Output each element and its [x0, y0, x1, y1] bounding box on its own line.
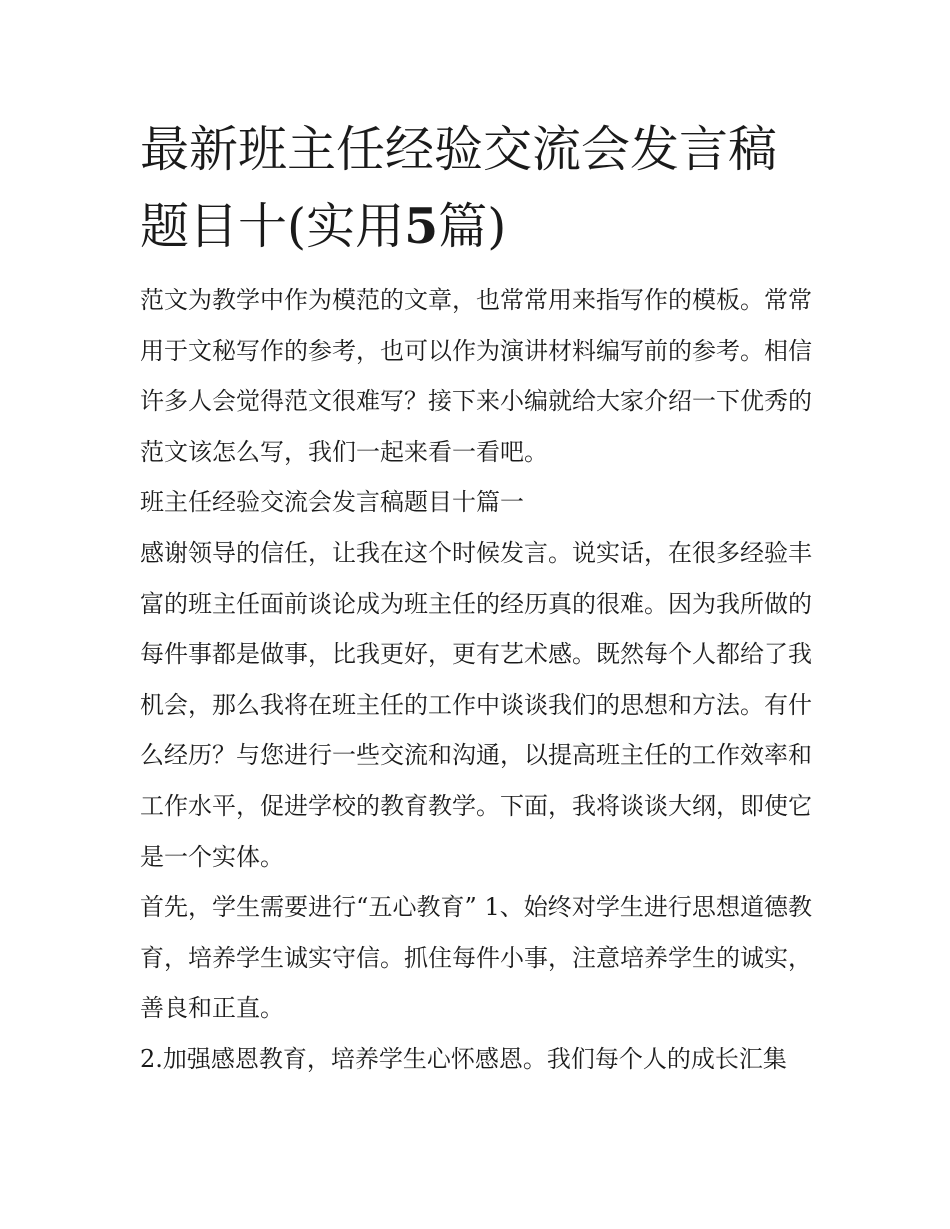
- title-text-end: 篇): [438, 198, 507, 255]
- title-text: 最新班主任经验交流会发言稿题目十(实用: [140, 121, 778, 255]
- document-title: [140, 112, 812, 265]
- body-paragraph-2: 首先，学生需要进行“五心教育” 1、始终对学生进行思想道德教育，培养学生诚实守信。抓住每件小事，注意培养学生的诚实，善良和正直。: [140, 893, 812, 1023]
- body-paragraph-1: 感谢领导的信任，让我在这个时候发言。说实话，在很多经验丰富的班主任面前谈论成为班主任的经历真的很难。因为我所做的每件事都是做事，比我更好，更有艺术感。既然每个人都给了我机会，那么我将在班主任的工作中谈谈我们的思想和方法。有什么经历？与您进行一些交流和沟通，以提高班主任的工作效率和工作水平，促进学校的教育教学。下面，我将谈谈大纲，即使它是一个实体。: [140, 538, 812, 871]
- section-heading: 班主任经验交流会发言稿题目十篇一: [140, 488, 524, 517]
- intro-paragraph: 范文为教学中作为模范的文章，也常常用来指写作的模板。常常用于文秘写作的参考，也可以作为演讲材料编写前的参考。相信许多人会觉得范文很难写？接下来小编就给大家介绍一下优秀的范文该怎么写，我们一起来看一看吧。: [140, 286, 812, 466]
- document-page: [140, 112, 812, 1085]
- body-paragraph-3: 2.加强感恩教育，培养学生心怀感恩。我们每个人的成长汇集: [140, 1044, 787, 1073]
- title-number: 5: [404, 197, 439, 255]
